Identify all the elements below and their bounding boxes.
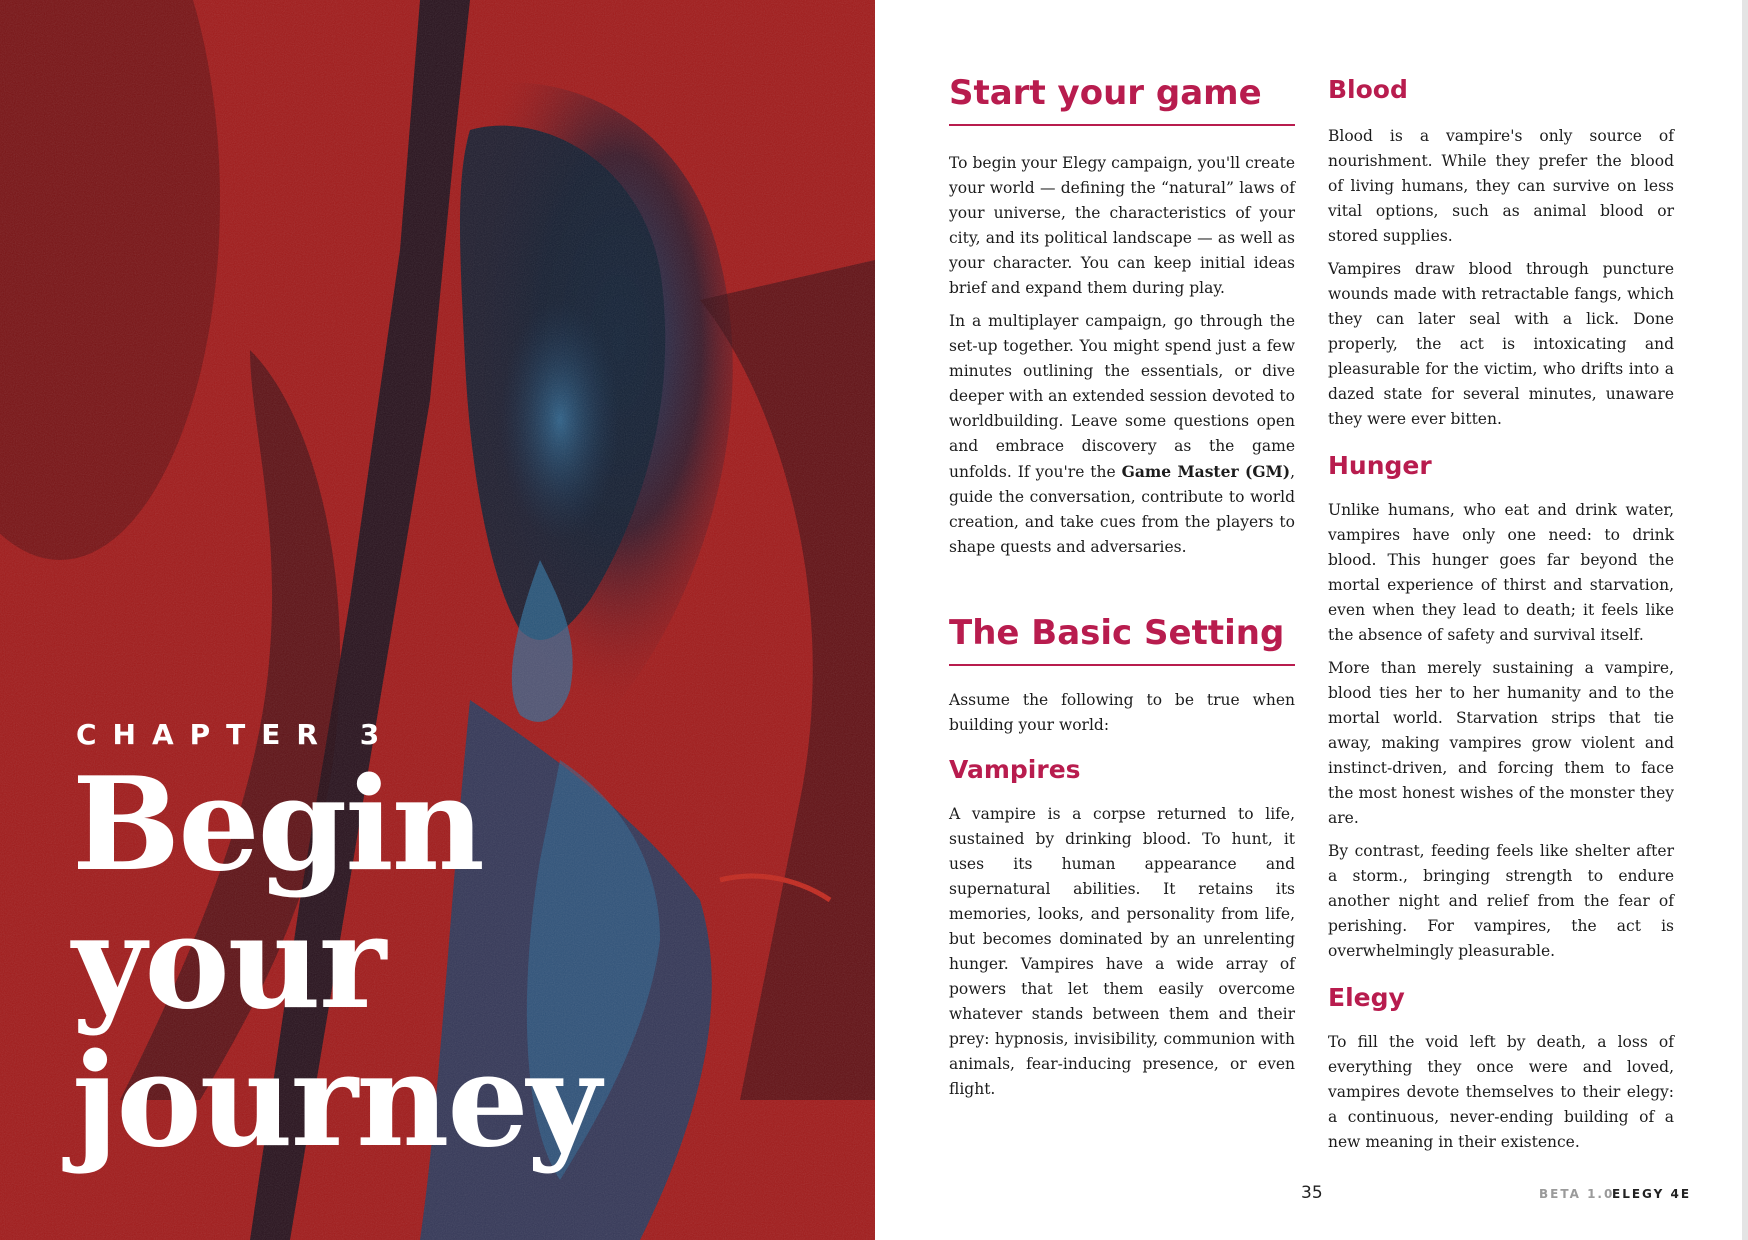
vampires-heading: Vampires [949,755,1081,784]
text-column-right [1328,0,1674,1163]
game-master-term: Game Master (GM) [1121,462,1291,481]
start-your-game-heading: Start your game [949,72,1295,126]
blood-paragraph-1: Blood is a vampire's only source of nourishment. While they prefer the blood of living humans, they can survive on less vital options, such as animal blood or stored supplies. [1328,127,1674,245]
hunger-paragraph-2: More than merely sustaining a vampire, blood ties her to her humanity and to the mortal world. Starvation strips that tie away, making vampires grow violent and instinct-driven, and forcing them to face the most honest wishes of the monster they are. [1328,659,1674,827]
blood-paragraph-2: Vampires draw blood through puncture wounds made with retractable fangs, which they can later seal with a lick. Done properly, the act is intoxicating and pleasurable for the victim, who drifts into a dazed state for several minutes, unaware they were ever bitten. [1328,260,1674,428]
start-paragraph-1: To begin your Elegy campaign, you'll create your world — defining the “natural” laws of your universe, the characteristics of your city, and its political landscape — as well as your character. You can keep initial ideas brief and expand them during play. [949,154,1295,297]
hunger-paragraph-1: Unlike humans, who eat and drink water, vampires have only one need: to drink blood. This hunger goes far beyond the mortal experience of thirst and starvation, even when they lead to death; it feels like the absence of safety and survival itself. [1328,501,1674,644]
page-edge [1742,0,1748,1240]
basic-setting-intro: Assume the following to be true when building your world: [949,691,1295,734]
chapter-label: CHAPTER 3 [76,718,396,751]
elegy-paragraph: To fill the void left by death, a loss of everything they once were and loved, vampires devote themselves to their elegy: a continuous, never-ending building of a new meaning in their existence. [1328,1033,1674,1151]
basic-setting-heading: The Basic Setting [949,612,1295,666]
page-number: 35 [1301,1183,1323,1203]
chapter-title [72,750,792,1176]
hunger-heading: Hunger [1328,451,1432,480]
blood-heading: Blood [1328,75,1408,104]
edition-label: BETA 1.0 [1539,1187,1615,1201]
book-title-footer: ELEGY 4E [1612,1187,1692,1201]
text-column-left [949,0,1295,1110]
hunger-paragraph-3: By contrast, feeding feels like shelter after a storm., bringing strength to endure another night and relief from the fear of perishing. For vampires, the act is overwhelmingly pleasurable. [1328,842,1674,960]
vampires-paragraph: A vampire is a corpse returned to life, sustained by drinking blood. To hunt, it uses its human appearance and supernatural abilities. It retains its memories, looks, and personality from life, but becomes dominated by an unrelenting hunger. Vampires have a wide array of powers that let them easily overcome whatever stands between them and their prey: hypnosis, invisibility, communion with animals, fear-inducing presence, or even flight. [949,805,1295,1098]
start-paragraph-2-text-a: In a multiplayer campaign, go through the set-up together. You might spend just a few minutes outlining the essentials, or dive deeper with an extended session devoted to worldbuilding. Leave some questions open and embrace discovery as the game unfolds. If you're the [949,312,1295,481]
start-paragraph-2 [949,309,1295,560]
chapter-title-line-2: journey [72,1026,600,1176]
start-paragraph-2-text-b: , guide the conversation, contribute to world creation, and take cues from the players to shape quests and adversaries. [949,463,1295,556]
chapter-title-line-1: Begin your [72,750,483,1038]
elegy-heading: Elegy [1328,983,1405,1012]
rules-text-page [875,0,1748,1240]
